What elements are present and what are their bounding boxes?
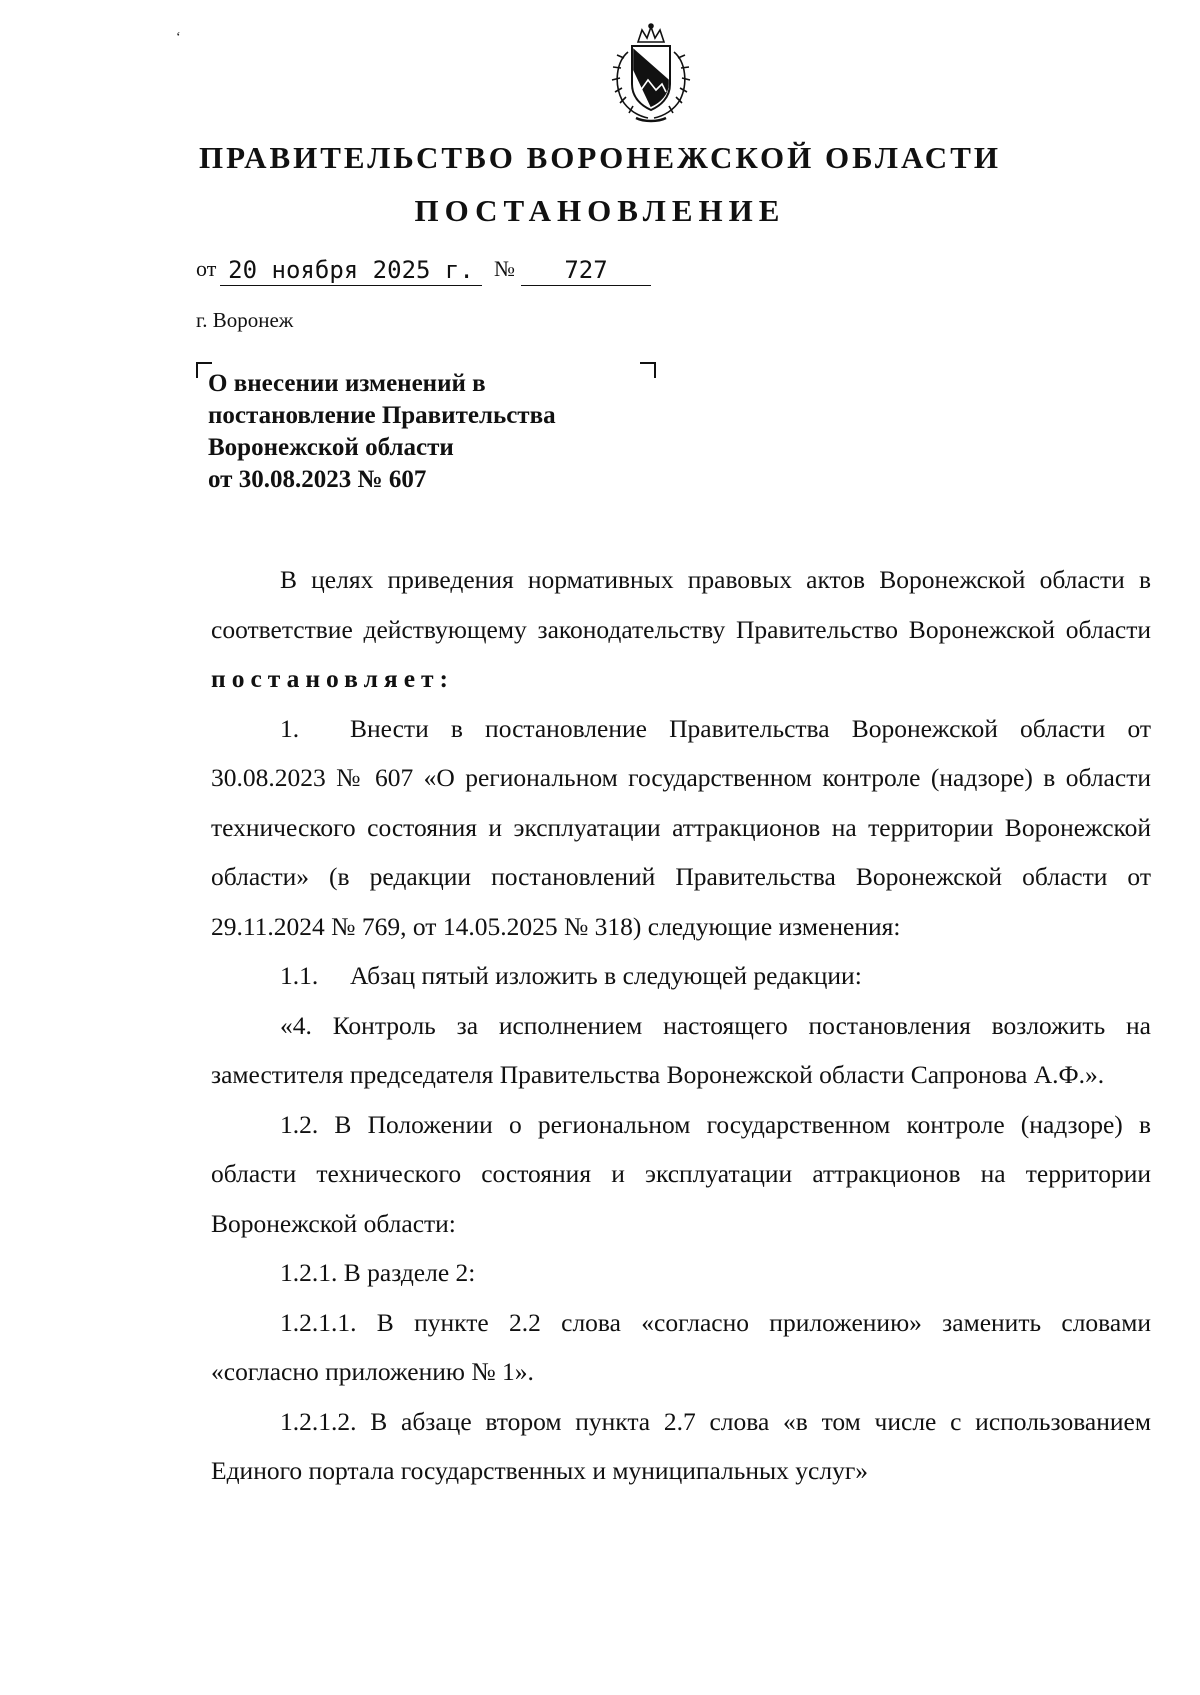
number-field: 727 bbox=[521, 255, 651, 286]
corner-mark: ‘ bbox=[176, 30, 181, 45]
item-1-1-number: 1.1. bbox=[280, 961, 319, 990]
item-1-2-1-1-paragraph: 1.2.1.1. В пункте 2.2 слова «согласно приложению» заменить словами «согласно приложению № 1». bbox=[211, 1307, 1151, 1386]
document-body bbox=[211, 555, 1151, 1496]
quote-paragraph: «4. Контроль за исполнением настоящего постановления возложить на заместителя председателя Правительства Воронежской области Сапронова А.Ф.». bbox=[211, 1010, 1151, 1089]
document-type: ПОСТАНОВЛЕНИЕ bbox=[414, 193, 786, 228]
subject-line: О внесении изменений в bbox=[208, 370, 486, 397]
city: г. Воронеж bbox=[196, 308, 294, 332]
coat-of-arms-emblem bbox=[598, 22, 704, 128]
date-field: 20 ноября 2025 г. bbox=[220, 255, 482, 286]
organization-title: ПРАВИТЕЛЬСТВО ВОРОНЕЖСКОЙ ОБЛАСТИ bbox=[199, 140, 1001, 175]
subject-line: Воронежской области bbox=[208, 434, 454, 461]
subject-line: постановление Правительства bbox=[208, 402, 556, 429]
preamble-paragraph bbox=[211, 555, 1151, 704]
document-subject bbox=[208, 368, 648, 496]
number-label: № bbox=[494, 256, 515, 281]
item-1-text: Внести в постановление Правительства Воронежской области от 30.08.2023 № 607 «О региональном государственном контроле (надзоре) в области технического состояния и эксплуатации аттракционов на территории Воронежской области» (в редакции постановлений Правительства Воронежской области от 29.11.2024 № 769, от 14.05.2025 № 318) следующие изменения: bbox=[211, 713, 1151, 941]
date-number-line bbox=[196, 248, 756, 288]
item-1-paragraph bbox=[211, 704, 1151, 952]
decides-word: постановляет: bbox=[211, 664, 455, 693]
item-1-2-paragraph: 1.2. В Положении о региональном государственном контроле (надзоре) в области технического состояния и эксплуатации аттракционов на территории Воронежской области: bbox=[211, 1109, 1151, 1238]
item-1-1-paragraph bbox=[211, 951, 1151, 1001]
item-1-2-1-2-paragraph: 1.2.1.2. В абзаце втором пункта 2.7 слова «в том числе с использованием Единого портала государственных и муниципальных услуг» bbox=[211, 1406, 1151, 1485]
item-1-number: 1. bbox=[280, 713, 300, 743]
item-1-1-text: Абзац пятый изложить в следующей редакции: bbox=[350, 961, 862, 990]
preamble-text: В целях приведения нормативных правовых актов Воронежской области в соответствие действующему законодательству Правительство Воронежской области bbox=[211, 565, 1151, 644]
item-1-2-1-paragraph: 1.2.1. В разделе 2: bbox=[280, 1258, 476, 1287]
subject-line: от 30.08.2023 № 607 bbox=[208, 466, 427, 493]
date-label: от bbox=[196, 256, 217, 281]
